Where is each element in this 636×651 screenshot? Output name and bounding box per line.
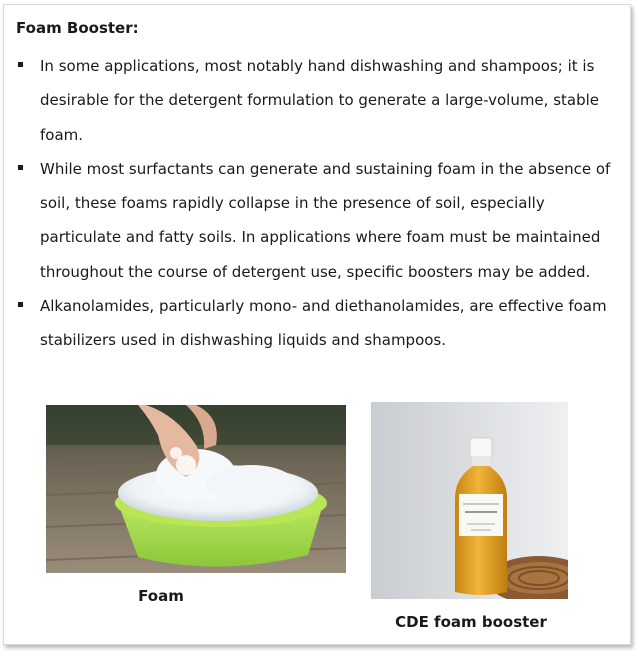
foam-bowl-photo xyxy=(46,405,346,573)
cde-bottle-photo xyxy=(371,402,568,599)
square-bullet-icon xyxy=(18,62,23,67)
square-bullet-icon xyxy=(18,165,23,170)
bullet-item xyxy=(4,49,624,152)
bullet-list xyxy=(4,49,624,358)
bullet-item xyxy=(4,152,624,289)
square-bullet-icon xyxy=(18,302,23,307)
figure-caption-foam: Foam xyxy=(138,587,184,605)
section-title: Foam Booster: xyxy=(16,19,139,37)
bullet-text: While most surfactants can generate and sustaining foam in the absence of soil, these foams rapidly collapse in the presence of soil, especially particulate and fatty soils. In applications where foam must be maintained throughout the course of detergent use, specific boosters may be added. xyxy=(40,159,611,281)
slide-card xyxy=(3,4,631,645)
bullet-text: Alkanolamides, particularly mono- and diethanolamides, are effective foam stabilizers used in dishwashing liquids and shampoos. xyxy=(40,297,607,350)
bullet-item xyxy=(4,289,624,358)
figure-caption-cde: CDE foam booster xyxy=(395,613,547,631)
bullet-text: In some applications, most notably hand dishwashing and shampoos; it is desirable for the detergent formulation to generate a large-volume, stable foam. xyxy=(40,57,600,144)
